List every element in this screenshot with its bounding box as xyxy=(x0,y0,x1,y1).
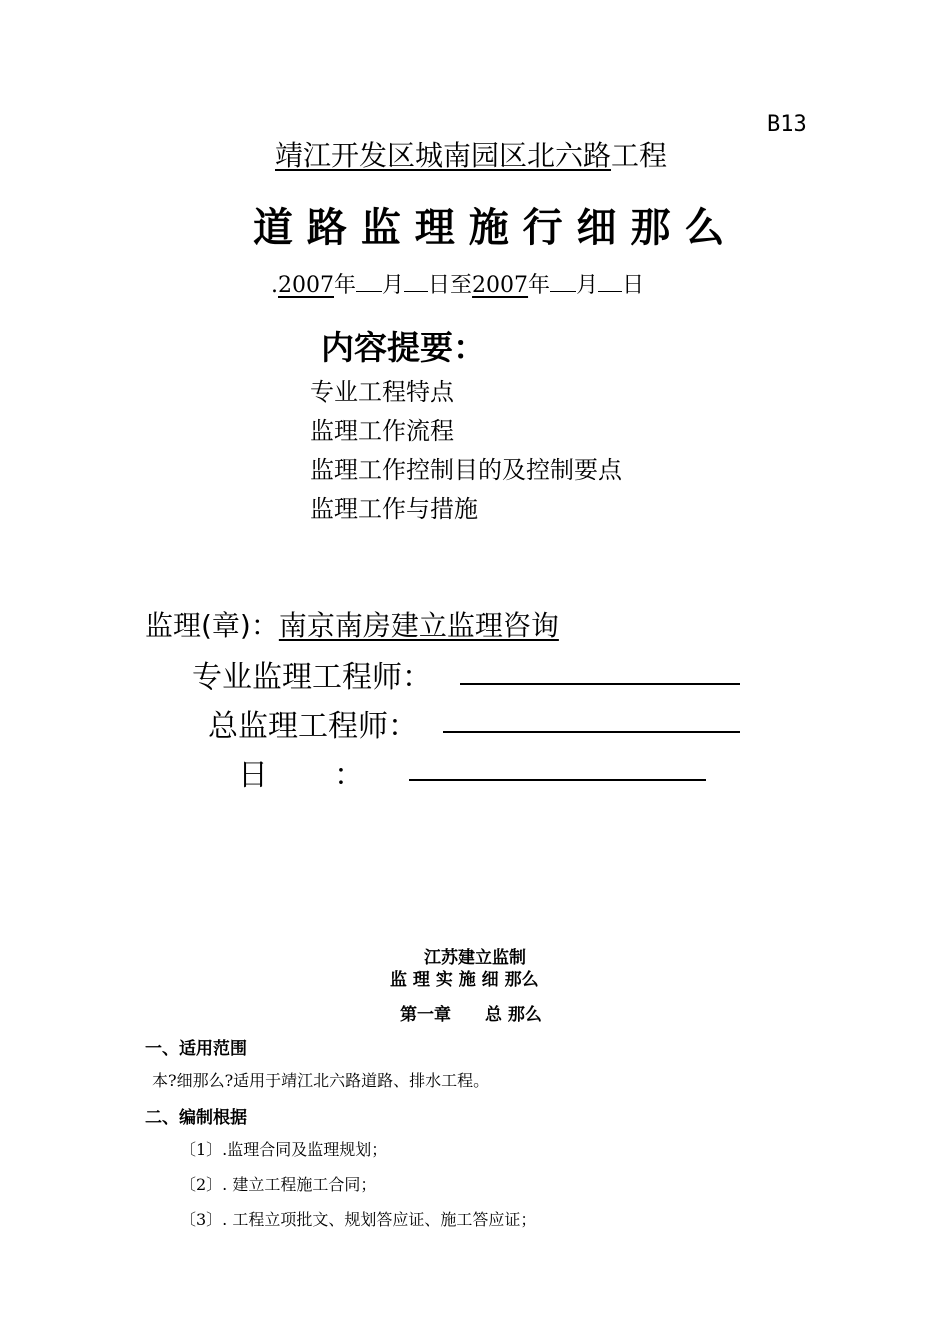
chief-engineer-line xyxy=(443,731,740,733)
chief-engineer-label: 总监理工程师： xyxy=(208,709,418,744)
project-suffix: 工程 xyxy=(611,139,668,172)
date-label: 日 xyxy=(238,758,268,793)
month-char-1: 月 xyxy=(382,273,405,298)
section-paragraph: 〔2〕. 建立工程施工合同； xyxy=(180,1175,377,1194)
start-year: 2007 xyxy=(278,273,334,298)
section-paragraph: 〔3〕. 工程立项批文、规划答应证、施工答应证； xyxy=(180,1210,537,1229)
start-day-blank xyxy=(404,269,428,292)
date-line xyxy=(409,779,706,781)
summary-heading: 内容提要： xyxy=(321,328,486,367)
year-char-2: 年 xyxy=(528,273,551,298)
summary-item: 监理工作控制目的及控制要点 xyxy=(310,456,622,484)
specialist-engineer-line xyxy=(460,683,740,685)
end-month-blank xyxy=(550,269,576,292)
summary-item: 专业工程特点 xyxy=(310,378,454,406)
project-name: 靖江开发区城南园区北六路 xyxy=(275,139,612,172)
date-range xyxy=(271,268,644,299)
main-title: 道 路 监 理 施 行 细 那 么 xyxy=(253,205,725,251)
section-paragraph: 本?细那么?适用于靖江北六路道路、排水工程。 xyxy=(152,1071,490,1090)
project-title xyxy=(275,134,667,174)
month-char-2: 月 xyxy=(576,273,599,298)
end-year: 2007 xyxy=(472,273,529,298)
form-org: 江苏建立监制 xyxy=(424,948,526,968)
supervisor-value: 南京南房建立监理咨询 xyxy=(278,609,559,642)
form-title: 监 理 实 施 细 那么 xyxy=(390,970,539,990)
section-heading: 一、适用范围 xyxy=(145,1039,247,1059)
supervisor-row xyxy=(145,604,559,644)
start-month-blank xyxy=(356,269,382,292)
section-paragraph: 〔1〕.监理合同及监理规划； xyxy=(180,1140,388,1159)
end-day-blank xyxy=(598,269,622,292)
specialist-engineer-label: 专业监理工程师： xyxy=(192,660,432,695)
day-char: 日 xyxy=(622,273,645,298)
document-code: B13 xyxy=(767,112,807,137)
supervisor-label: 监理(章)： xyxy=(145,609,279,642)
section-heading: 二、编制根据 xyxy=(145,1108,247,1128)
summary-item: 监理工作流程 xyxy=(310,417,454,445)
year-char-1: 年 xyxy=(334,273,357,298)
date-prefix: . xyxy=(271,273,278,298)
chapter-title: 第一章 总 那么 xyxy=(400,1005,542,1025)
date-colon: ： xyxy=(334,758,364,793)
to-char: 日至 xyxy=(428,273,473,298)
summary-item: 监理工作与措施 xyxy=(310,495,478,523)
